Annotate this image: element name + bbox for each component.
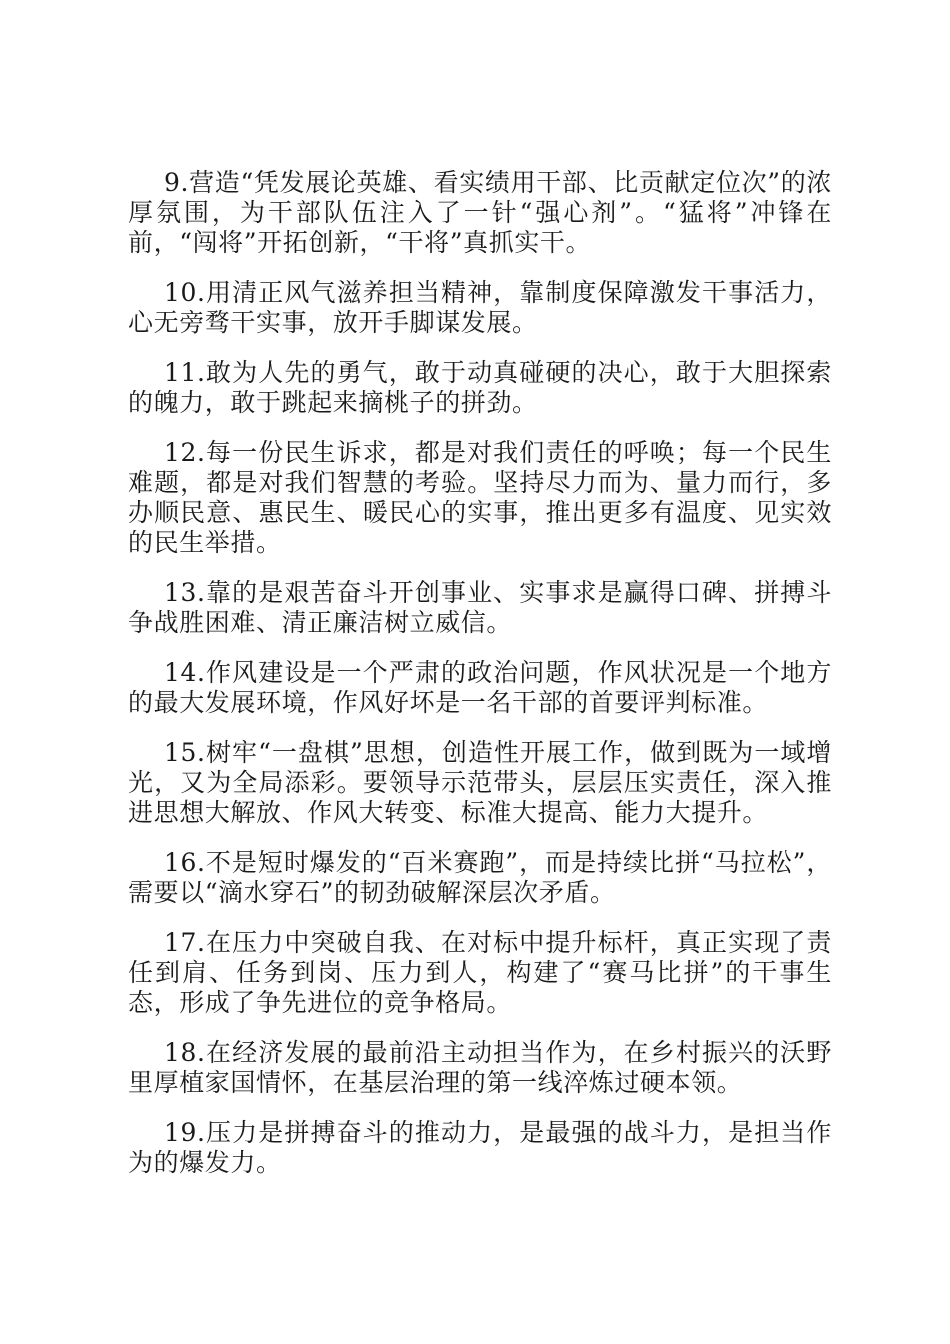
paragraph-12: 12.每一份民生诉求，都是对我们责任的呼唤；每一个民生难题，都是对我们智慧的考验。坚持尽力而为、量力而行，多办顺民意、惠民生、暖民心的实事，推出更多有温度、见实效的民生举措。 xyxy=(128,438,832,557)
paragraph-9: 9.营造“凭发展论英雄、看实绩用干部、比贡献定位次”的浓厚氛围，为干部队伍注入了一针“强心剂”。“猛将”冲锋在前，“闯将”开拓创新，“干将”真抓实干。 xyxy=(128,168,832,257)
paragraph-18: 18.在经济发展的最前沿主动担当作为，在乡村振兴的沃野里厚植家国情怀，在基层治理的第一线淬炼过硬本领。 xyxy=(128,1038,832,1097)
paragraph-16: 16.不是短时爆发的“百米赛跑”，而是持续比拼“马拉松”，需要以“滴水穿石”的韧劲破解深层次矛盾。 xyxy=(128,848,832,907)
paragraph-10: 10.用清正风气滋养担当精神，靠制度保障激发干事活力，心无旁骛干实事，放开手脚谋发展。 xyxy=(128,278,832,337)
paragraph-17: 17.在压力中突破自我、在对标中提升标杆，真正实现了责任到肩、任务到岗、压力到人，构建了“赛马比拼”的干事生态，形成了争先进位的竞争格局。 xyxy=(128,928,832,1017)
paragraph-13: 13.靠的是艰苦奋斗开创事业、实事求是赢得口碑、拼搏斗争战胜困难、清正廉洁树立威信。 xyxy=(128,578,832,637)
paragraph-19: 19.压力是拼搏奋斗的推动力，是最强的战斗力，是担当作为的爆发力。 xyxy=(128,1118,832,1177)
paragraph-14: 14.作风建设是一个严肃的政治问题，作风状况是一个地方的最大发展环境，作风好坏是一名干部的首要评判标准。 xyxy=(128,658,832,717)
paragraph-11: 11.敢为人先的勇气，敢于动真碰硬的决心，敢于大胆探索的魄力，敢于跳起来摘桃子的拼劲。 xyxy=(128,358,832,417)
paragraph-15: 15.树牢“一盘棋”思想，创造性开展工作，做到既为一域增光，又为全局添彩。要领导示范带头，层层压实责任，深入推进思想大解放、作风大转变、标准大提高、能力大提升。 xyxy=(128,738,832,827)
document-body xyxy=(128,168,832,1198)
